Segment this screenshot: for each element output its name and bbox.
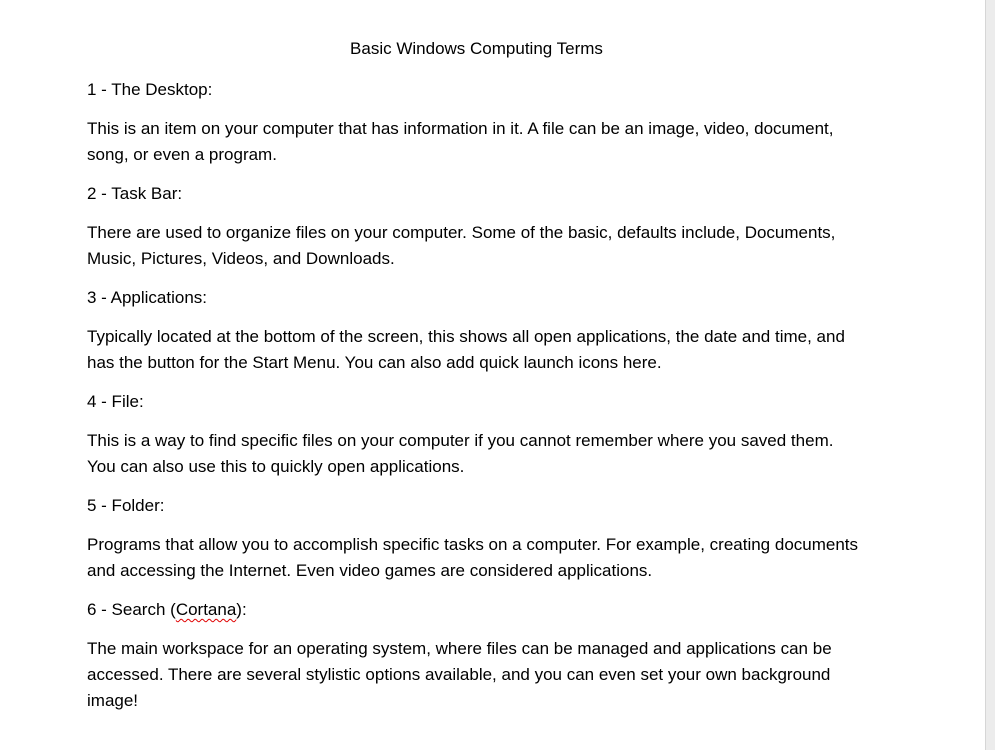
section-4-heading: 4 - File: xyxy=(87,392,144,411)
section-5-heading: 5 - Folder: xyxy=(87,496,165,515)
section-2-text: There are used to organize files on your computer. Some of the basic, defaults include, Documents, Music, Pictures, Videos, and Downloads. xyxy=(87,223,836,268)
section-4-text: This is a way to find specific files on your computer if you cannot remember where you saved them. You can also use this to quickly open applications. xyxy=(87,431,834,476)
section-6-heading-prefix: 6 - Search ( xyxy=(87,600,176,619)
section-1-heading: 1 - The Desktop: xyxy=(87,80,213,99)
section-3-heading: 3 - Applications: xyxy=(87,288,208,307)
document-title: Basic Windows Computing Terms xyxy=(350,39,603,58)
section-5-text: Programs that allow you to accomplish specific tasks on a computer. For example, creating documents and accessing the Internet. Even video games are considered applications. xyxy=(87,535,859,580)
section-2-heading: 2 - Task Bar: xyxy=(87,184,183,203)
section-6-heading xyxy=(87,597,862,623)
page-edge-shadow xyxy=(985,0,995,750)
section-6-text: The main workspace for an operating system, where files can be managed and applications can be accessed. There are several stylistic options available, and you can even set your own background image! xyxy=(87,639,832,710)
document-body[interactable] xyxy=(87,77,862,727)
section-3-text: Typically located at the bottom of the screen, this shows all open applications, the date and time, and has the button for the Start Menu. You can also add quick launch icons here. xyxy=(87,327,845,372)
section-1-text: This is an item on your computer that has information in it. A file can be an image, video, document, song, or even a program. xyxy=(87,119,834,164)
section-6-heading-suffix: ): xyxy=(236,600,247,619)
spellcheck-flagged-word[interactable]: Cortana xyxy=(175,600,237,619)
